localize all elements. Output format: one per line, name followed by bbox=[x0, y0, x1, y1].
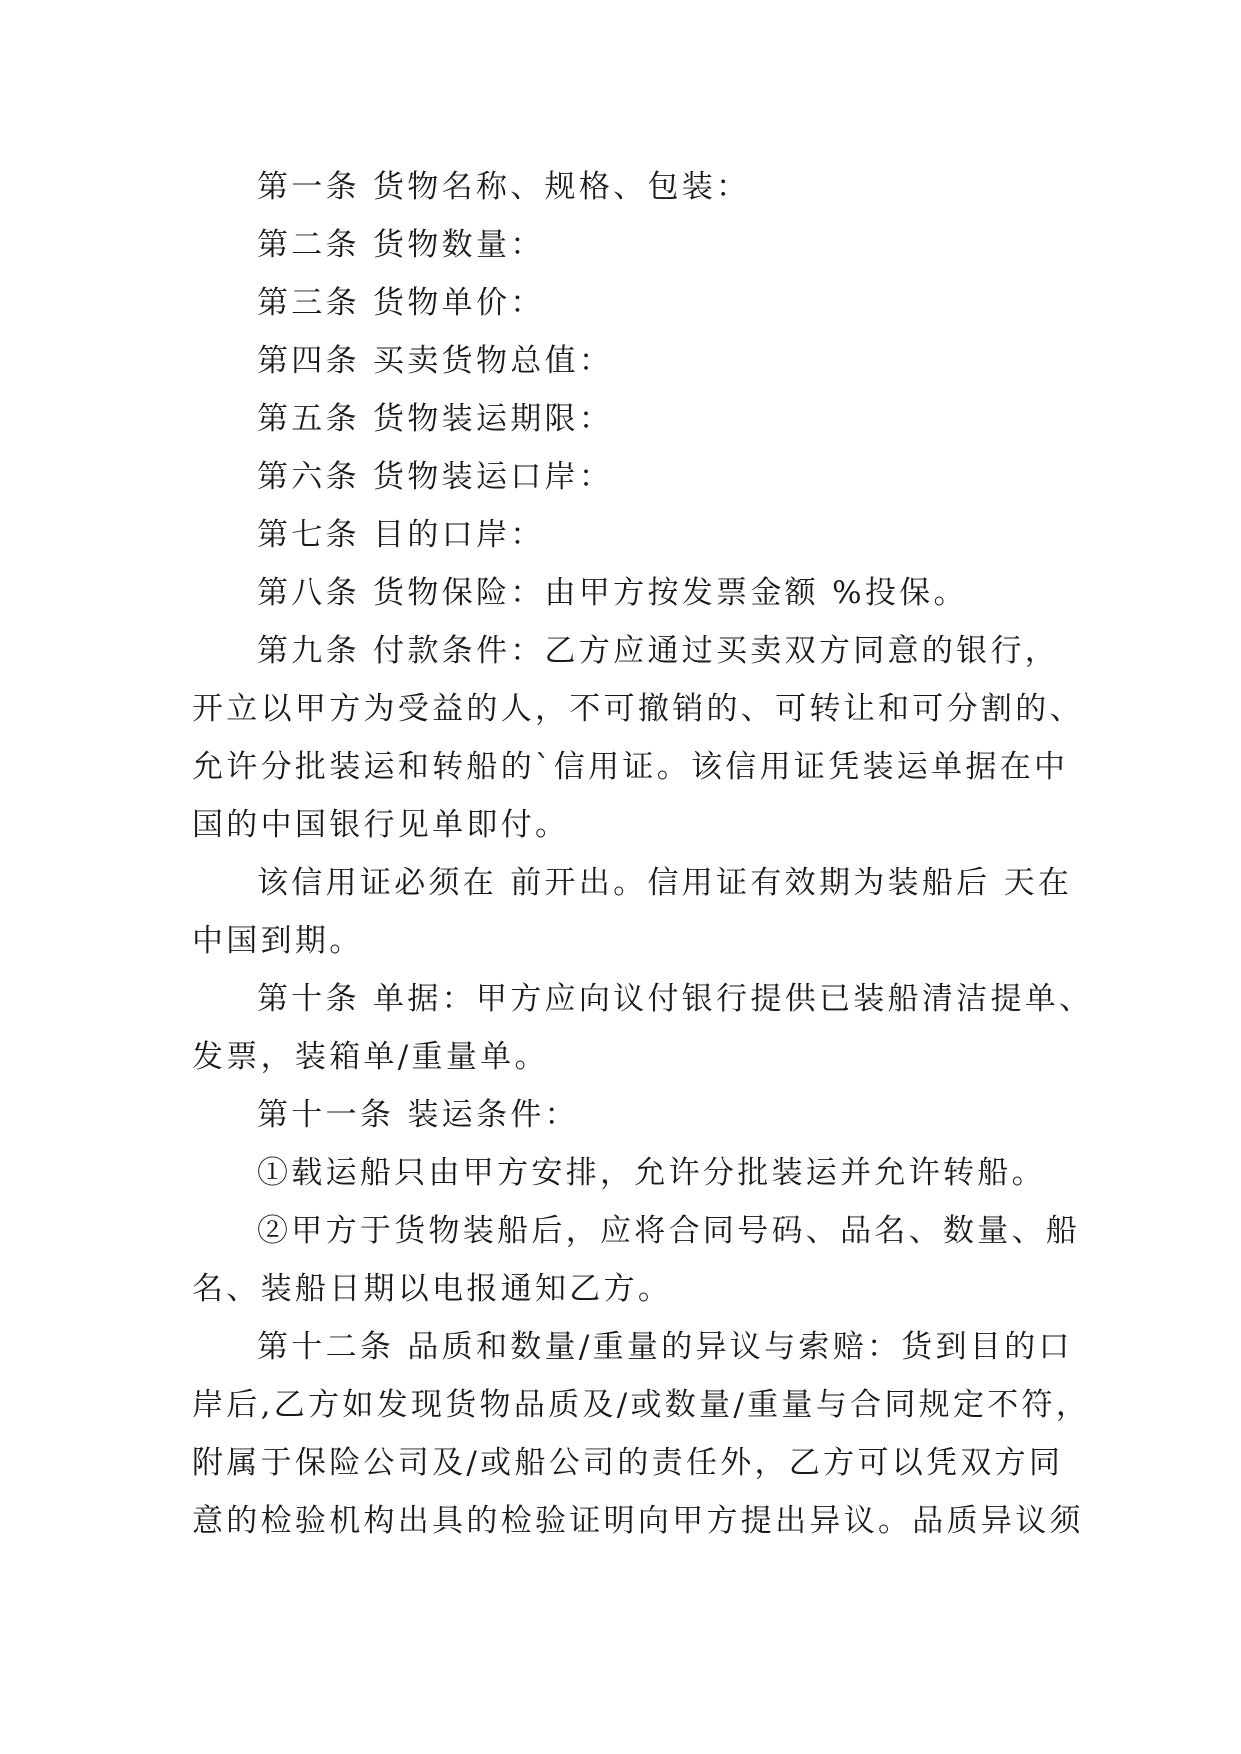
article-12-line-2 bbox=[192, 1376, 1091, 1434]
article-8-line-1: 第八条 货物保险：由甲方按发票金额 %投保。 bbox=[257, 575, 968, 611]
article-12-text-3: 附属于保险公司及/或船公司的责任外，乙方可以凭双方同 bbox=[192, 1445, 1064, 1481]
article-1-line-1: 第一条 货物名称、规格、包装： bbox=[257, 169, 751, 205]
article-7 bbox=[192, 506, 1054, 564]
article-6-line-1: 第六条 货物装运口岸： bbox=[257, 459, 614, 495]
article-10-text-2: 发票，装箱单/重量单。 bbox=[192, 1039, 549, 1075]
article-12-text-1: 第十二条 品质和数量/重量的异议与索赔：货到目的口 bbox=[257, 1329, 1073, 1365]
article-9-text-1: 第九条 付款条件：乙方应通过买卖双方同意的银行， bbox=[257, 633, 1060, 669]
article-9-text-2: 开立以甲方为受益的人，不可撤销的、可转让和可分割的、 bbox=[192, 691, 1084, 727]
shipping-item-2-line-2 bbox=[192, 1260, 1054, 1318]
article-10-line-1 bbox=[192, 970, 1094, 1028]
article-9-line-4 bbox=[192, 796, 1054, 854]
article-1 bbox=[192, 158, 1054, 216]
article-7-line-1: 第七条 目的口岸： bbox=[257, 517, 545, 553]
article-3 bbox=[192, 274, 1054, 332]
article-12-text-2: 岸后,乙方如发现货物品质及/或数量/重量与合同规定不符， bbox=[192, 1387, 1091, 1423]
article-12-line-3 bbox=[192, 1434, 1064, 1492]
article-4 bbox=[192, 332, 1054, 390]
article-10-line-2 bbox=[192, 1028, 1054, 1086]
article-9-line-2 bbox=[192, 680, 1084, 738]
credit-text-1: 该信用证必须在 前开出。信用证有效期为装船后 天在 bbox=[257, 865, 1073, 901]
shipping-item-2-line-1 bbox=[192, 1202, 1081, 1260]
article-11-text: 第十一条 装运条件： bbox=[257, 1097, 579, 1133]
document-body bbox=[192, 158, 1094, 1550]
article-11 bbox=[192, 1086, 1054, 1144]
article-9-text-3: 允许分批装运和转船的`信用证。该信用证凭装运单据在中 bbox=[192, 749, 1069, 785]
article-4-line-1: 第四条 买卖货物总值： bbox=[257, 343, 614, 379]
credit-line-2 bbox=[192, 912, 1054, 970]
shipping-item-2-text-1: ②甲方于货物装船后，应将合同号码、品名、数量、船 bbox=[257, 1213, 1081, 1249]
credit-text-2: 中国到期。 bbox=[192, 923, 364, 959]
article-8 bbox=[192, 564, 1054, 622]
article-10-text-1: 第十条 单据：甲方应向议付银行提供已装船清洁提单、 bbox=[257, 981, 1094, 1017]
credit-line-1 bbox=[192, 854, 1073, 912]
article-3-line-1: 第三条 货物单价： bbox=[257, 285, 545, 321]
article-2-line-1: 第二条 货物数量： bbox=[257, 227, 545, 263]
article-5 bbox=[192, 390, 1054, 448]
shipping-item-1-text: ①载运船只由甲方安排，允许分批装运并允许转船。 bbox=[257, 1155, 1046, 1191]
article-9-text-4: 国的中国银行见单即付。 bbox=[192, 807, 570, 843]
shipping-item-2-text-2: 名、装船日期以电报通知乙方。 bbox=[192, 1271, 673, 1307]
article-6 bbox=[192, 448, 1054, 506]
article-9-line-1 bbox=[192, 622, 1060, 680]
shipping-item-1 bbox=[192, 1144, 1054, 1202]
article-2 bbox=[192, 216, 1054, 274]
article-9-line-3 bbox=[192, 738, 1069, 796]
article-12-line-4 bbox=[192, 1492, 1084, 1550]
article-12-line-1 bbox=[192, 1318, 1073, 1376]
article-12-text-4: 意的检验机构出具的检验证明向甲方提出异议。品质异议须 bbox=[192, 1503, 1084, 1539]
article-5-line-1: 第五条 货物装运期限： bbox=[257, 401, 614, 437]
